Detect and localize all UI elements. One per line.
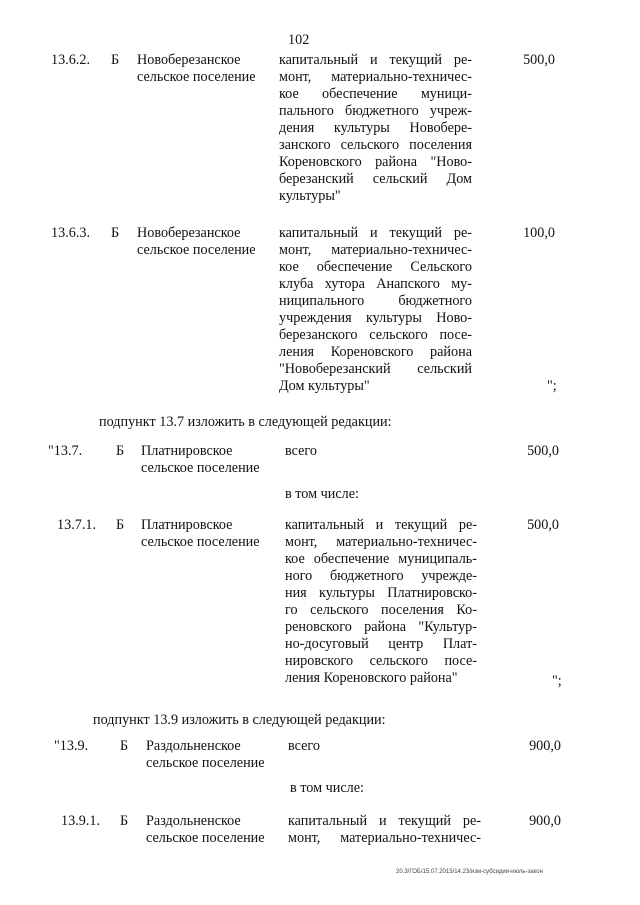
row-description: капитальный и текущий ре- монт, материально-техничес- кое обеспечение муници- пального бюджетного учреж- дения культуры Новобере- занского сельского поселения Кореновского района "Ново- березанский сельский Дом культуры" [279, 52, 472, 204]
amendment-intro: подпункт 13.7 изложить в следующей редакции: [99, 414, 392, 430]
row-name: Платнировское сельское поселение [141, 443, 260, 476]
row-number: 13.9.1. [61, 813, 101, 829]
row-description: капитальный и текущий ре- монт, материально-техничес- [288, 813, 481, 846]
row-name: Раздольненское сельское поселение [146, 813, 265, 846]
row-name: Раздольненское сельское поселение [146, 738, 265, 771]
page-number: 102 [288, 32, 310, 48]
row-description: всего [285, 443, 317, 459]
row-description: капитальный и текущий ре- монт, материально-техничес- кое обеспечение Сельского клуба хутора Анапского му- ниципального бюджетного учреждения культуры Ново- березанского сельского посе- ления Кореновского района "Новоберезанский сельский Дом культуры" [279, 225, 472, 394]
row-category: Б [116, 517, 125, 533]
row-amount: 100,0 [523, 225, 555, 241]
row-category: Б [120, 813, 129, 829]
row-amount: 500,0 [527, 443, 559, 459]
row-name: Платнировское сельское поселение [141, 517, 260, 550]
row-name: Новоберезанское сельское поселение [137, 225, 256, 258]
row-number: "13.9. [54, 738, 89, 754]
row-number: "13.7. [48, 443, 83, 459]
row-description: всего [288, 738, 320, 754]
row-category: Б [111, 225, 120, 241]
row-description: капитальный и текущий ре- монт, материально-техничес- кое обеспечение муниципаль- ного бюджетного учрежде- ния культуры Платнировско- го сельского поселения Ко- реновского района "Культур- но-досуговый центр Плат- нировского сельского посе- ления Кореновского района" [285, 517, 477, 686]
row-number: 13.6.2. [51, 52, 91, 68]
closing-quote-mark: "; [547, 378, 557, 394]
row-amount: 500,0 [523, 52, 555, 68]
subtotal-label: в том числе: [290, 780, 364, 796]
row-category: Б [120, 738, 129, 754]
row-amount: 900,0 [529, 813, 561, 829]
row-number: 13.6.3. [51, 225, 91, 241]
amendment-intro: подпункт 13.9 изложить в следующей редакции: [93, 712, 386, 728]
closing-quote-mark: "; [552, 673, 562, 689]
row-category: Б [116, 443, 125, 459]
row-amount: 500,0 [527, 517, 559, 533]
row-number: 13.7.1. [57, 517, 97, 533]
row-name: Новоберезанское сельское поселение [137, 52, 256, 85]
subtotal-label: в том числе: [285, 486, 359, 502]
row-amount: 900,0 [529, 738, 561, 754]
row-category: Б [111, 52, 120, 68]
document-footer: 20.3/ГОБ/15.07.2015/14.23/изм-субсидии-июль-закон [396, 869, 543, 875]
